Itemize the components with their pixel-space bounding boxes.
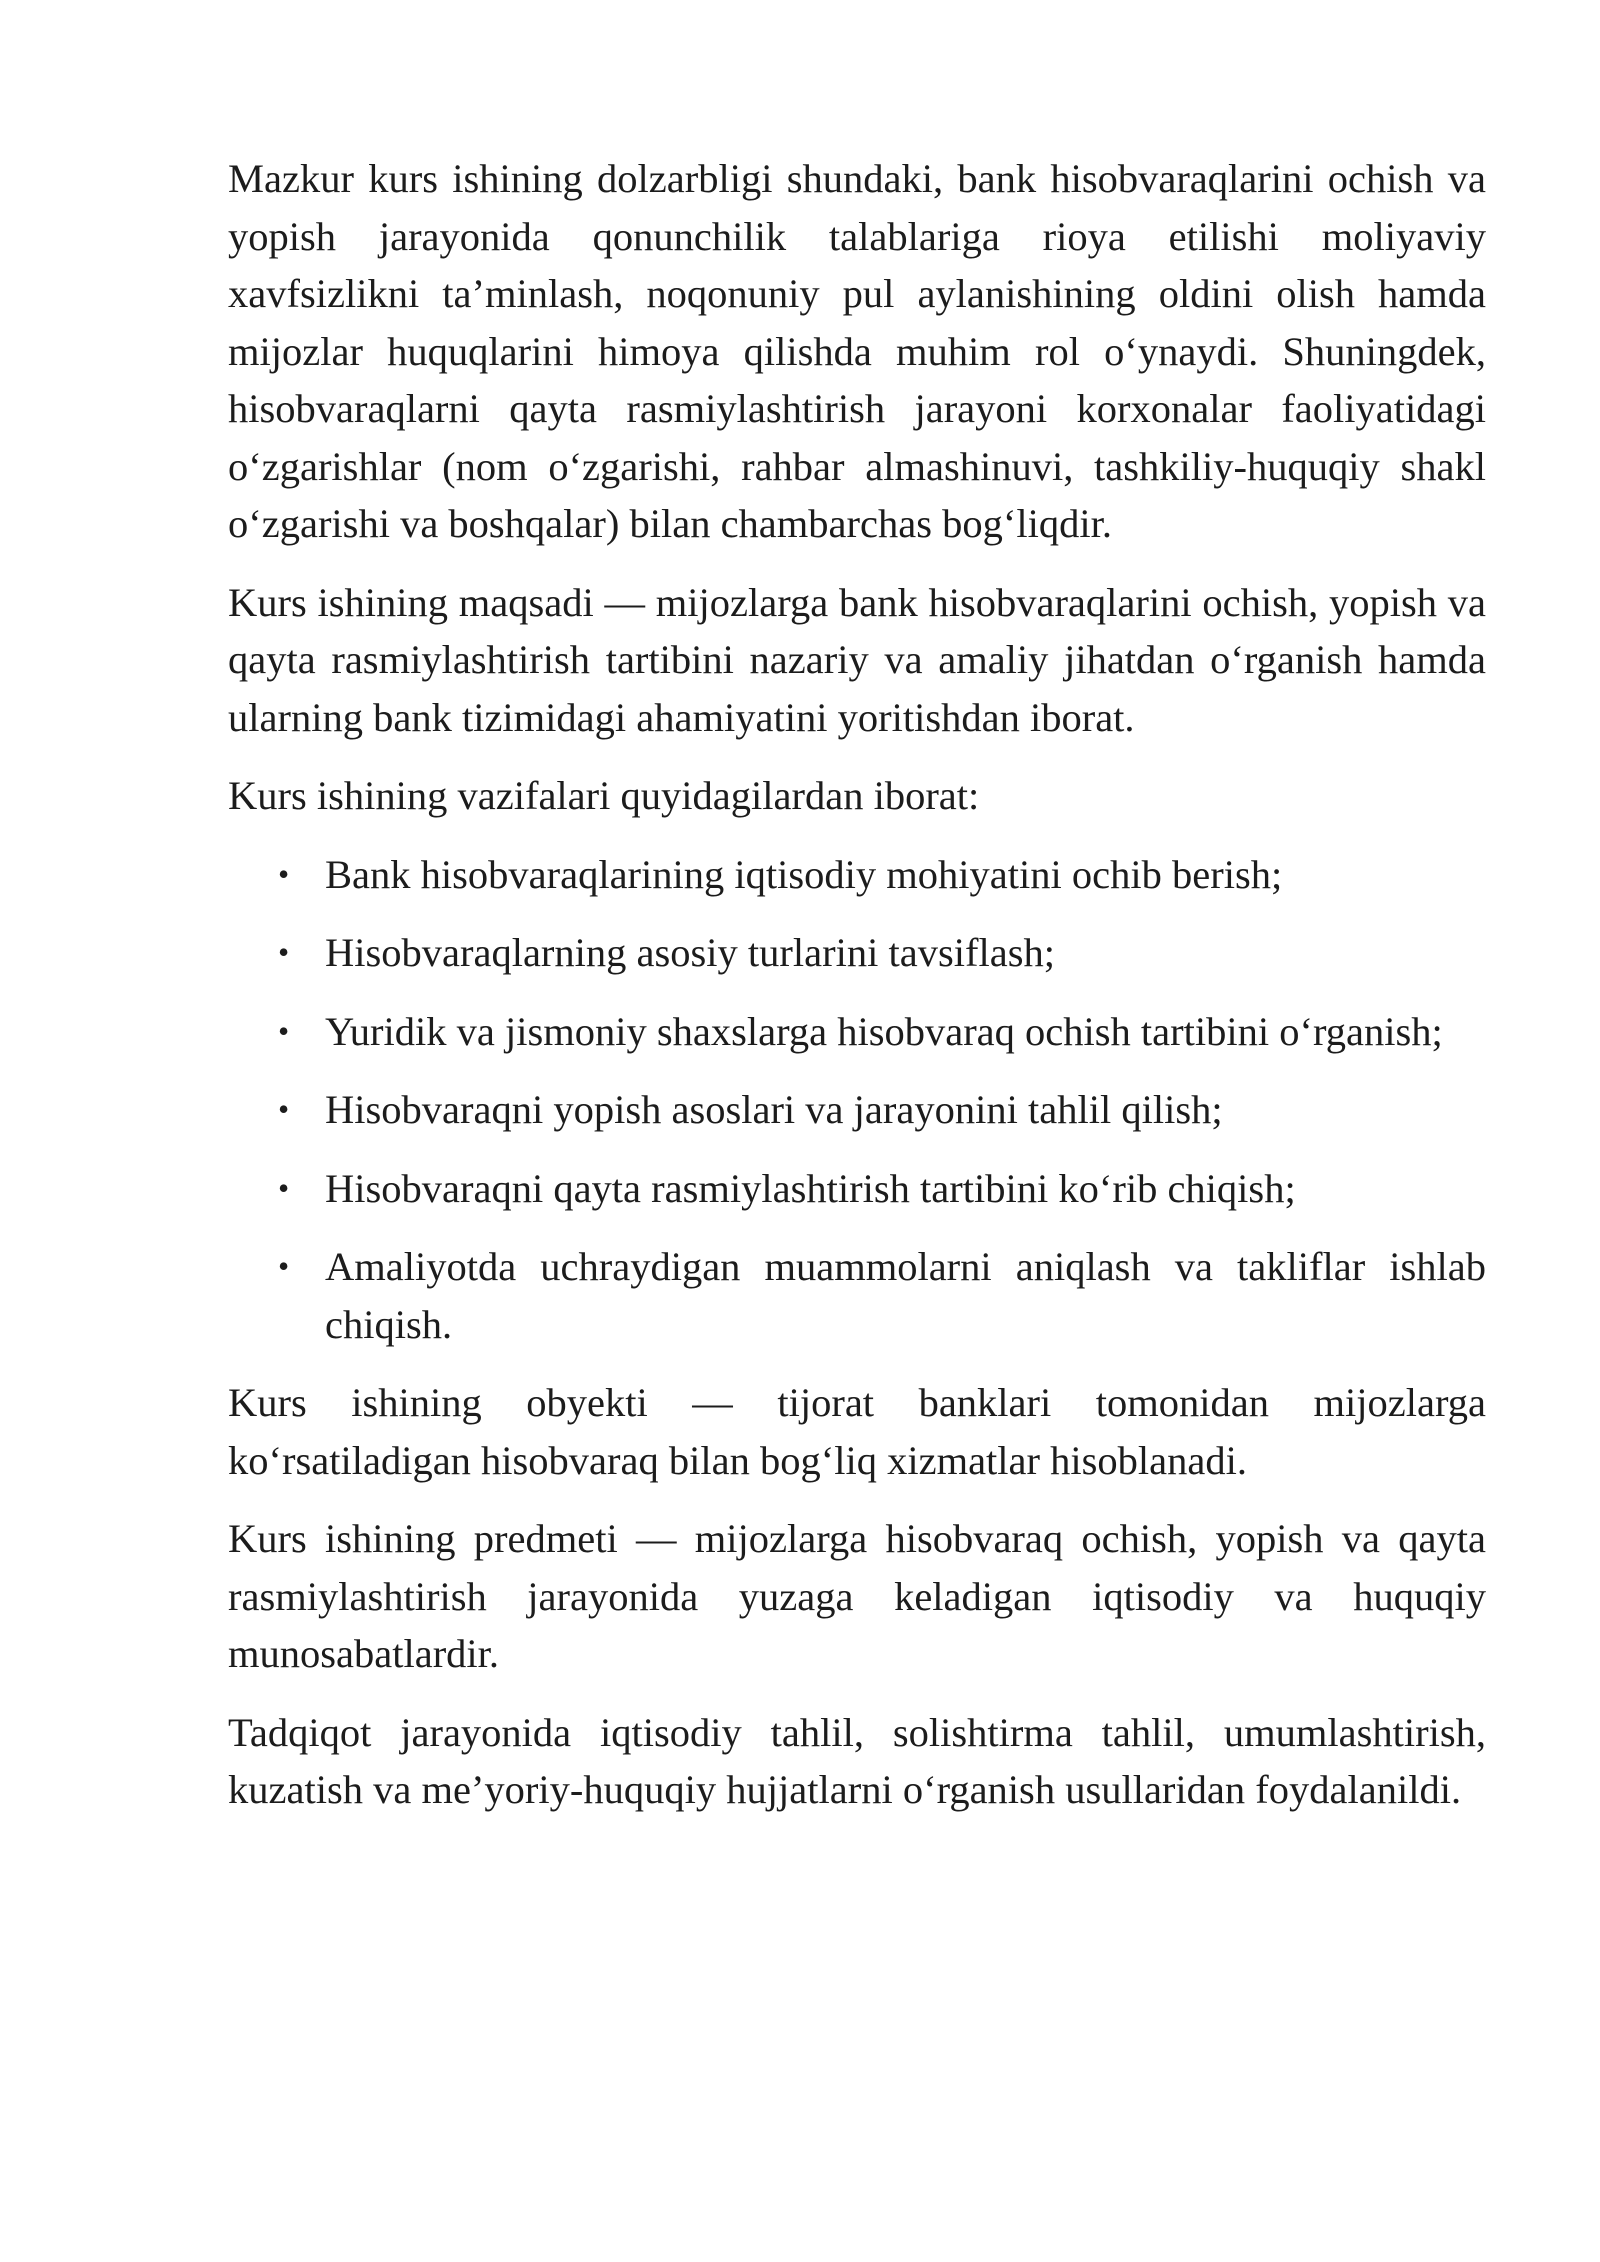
paragraph-object: Kurs ishining obyekti — tijorat banklari tomonidan mijozlarga ko‘rsatiladigan hisobvaraq bilan bog‘liq xizmatlar hisoblanadi. [228, 1380, 1486, 1483]
paragraph-relevance: Mazkur kurs ishining dolzarbligi shundaki, bank hisobvaraqlarini ochish va yopish jarayonida qonunchilik talablariga rioya etilishi moliyaviy xavfsizlikni ta’minlash, noqonuniy pul aylanishining oldini olish hamda mijozlar huquqlarini himoya qilishda muhim rol o‘ynaydi. Shuningdek, hisobvaraqlarni qayta rasmiylashtirish jarayoni korxonalar faoliyatidagi o‘zgarishlar (nom o‘zgarishi, rahbar almashinuvi, tashkiliy-huquqiy shakl o‘zgarishi va boshqalar) bilan chambarchas bog‘liqdir. [228, 156, 1486, 546]
list-item-text: Bank hisobvaraqlarining iqtisodiy mohiyatini ochib berish; [325, 851, 1283, 897]
list-item [228, 1081, 1486, 1139]
bullet-icon: • [278, 1169, 290, 1206]
list-item [228, 1003, 1486, 1061]
bullet-icon: • [278, 855, 290, 892]
list-item-text: Yuridik va jismoniy shaxslarga hisobvaraq ochish tartibini o‘rganish; [325, 1008, 1443, 1054]
bullet-icon: • [278, 1248, 290, 1284]
list-item [228, 846, 1486, 904]
paragraph-methods: Tadqiqot jarayonida iqtisodiy tahlil, solishtirma tahlil, umumlashtirish, kuzatish va me’yoriy-huquqiy hujjatlarni o‘rganish usullaridan foydalanildi. [228, 1709, 1486, 1812]
paragraph-goal: Kurs ishining maqsadi — mijozlarga bank hisobvaraqlarini ochish, yopish va qayta rasmiylashtirish tartibini nazariy va amaliy jihatdan o‘rganish hamda ularning bank tizimidagi ahamiyatini yoritishdan iborat. [228, 579, 1486, 740]
list-item [228, 924, 1486, 982]
paragraph-subject: Kurs ishining predmeti — mijozlarga hisobvaraq ochish, yopish va qayta rasmiylashtirish jarayonida yuzaga keladigan iqtisodiy va huquqiy munosabatlardir. [228, 1516, 1486, 1676]
list-item-text: Hisobvaraqlarning asosiy turlarini tavsiflash; [325, 930, 1055, 975]
list-item-text: Amaliyotda uchraydigan muammolarni aniqlash va takliflar ishlab chiqish. [325, 1244, 1486, 1347]
list-item-text: Hisobvaraqni yopish asoslari va jarayonini tahlil qilish; [325, 1087, 1223, 1132]
document-page [228, 150, 1486, 1840]
list-item-text: Hisobvaraqni qayta rasmiylashtirish tartibini ko‘rib chiqish; [325, 1165, 1296, 1211]
paragraph-tasks-intro: Kurs ishining vazifalari quyidagilardan iborat: [228, 773, 980, 818]
tasks-list [228, 846, 1486, 1354]
list-item [228, 1238, 1486, 1353]
bullet-icon: • [278, 934, 290, 970]
list-item [228, 1160, 1486, 1218]
bullet-icon: • [278, 1091, 290, 1127]
bullet-icon: • [278, 1012, 290, 1049]
